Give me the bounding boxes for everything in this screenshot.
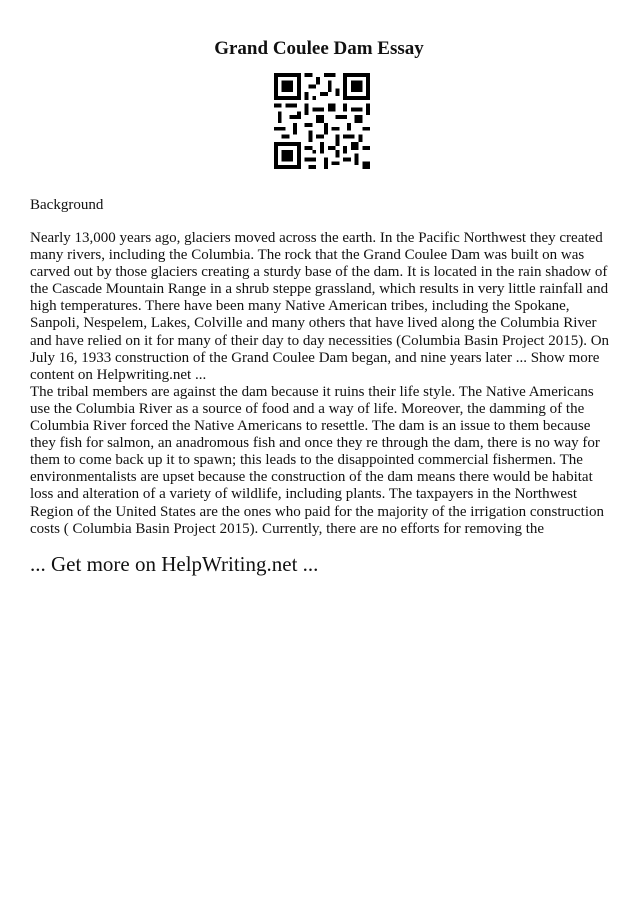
qr-code-icon [274,73,370,169]
essay-body [30,230,616,538]
paragraph: Nearly 13,000 years ago, glaciers moved across the earth. In the Pacific Northwest they created many rivers, including the Columbia. The rock that the Grand Coulee Dam was built on was carved out by those glaciers creating a sturdy base of the dam. It is located in the rain shadow of the Cascade Mountain Range in a shrub steppe grassland, which results in very little rainfall and high temperatures. There have been many Native American tribes, including the Spokane, Sanpoli, Nespelem, Lakes, Colville and many others that have lived along the Columbia River and have relied on it for many of their day to day necessities (Columbia Basin Project 2015). On July 16, 1933 construction of the Grand Coulee Dam began, and nine years later ... Show more content on Helpwriting.net ... [30,230,610,383]
document-title: Grand Coulee Dam Essay [214,38,424,59]
get-more-link[interactable]: ... Get more on HelpWriting.net ... [30,552,319,576]
section-heading: Background [30,197,104,213]
paragraph: The tribal members are against the dam because it ruins their life style. The Native Americans use the Columbia River as a source of food and a way of life. Moreover, the damming of the Columbia River forced the Native Americans to resettle. The dam is an issue to them because they fish for salmon, an anadromous fish and once they re through the dam, there is no way for them to come back up it to spawn; this leads to the disappointed commercial fishermen. The environmentalists are upset because the construction of the dam means there would be habitat loss and alteration of a variety of wildlife, including plants. The taxpayers in the Northwest Region of the United States are the ones who paid for the majority of the irrigation construction costs ( Columbia Basin Project 2015). Currently, there are no efforts for removing the [30,383,605,537]
